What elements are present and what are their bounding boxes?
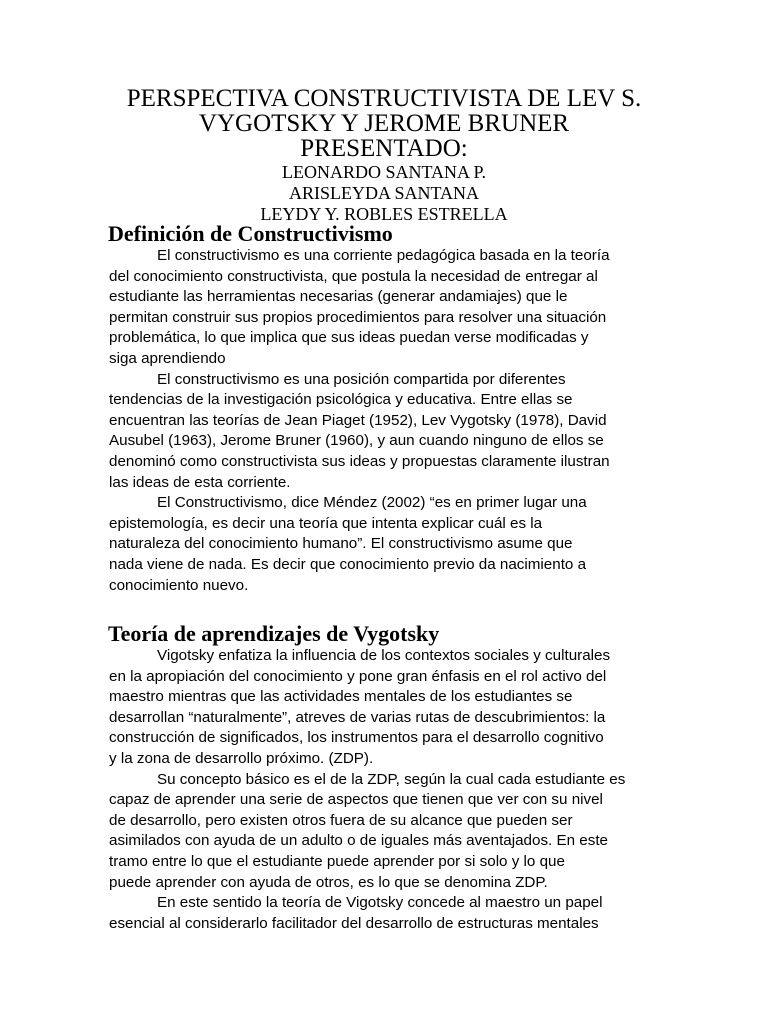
body-line: epistemología, es decir una teoría que intenta explicar cuál es la <box>109 514 543 532</box>
body-line: El constructivismo es una corriente pedagógica basada en la teoría <box>157 247 610 264</box>
body-line: Ausubel (1963), Jerome Bruner (1960), y aun cuando ninguno de ellos se <box>109 432 604 450</box>
body-line: tendencias de la investigación psicológica y educativa. Entre ellas se <box>109 391 573 409</box>
body-line: construcción de significados, los instrumentos para el desarrollo cognitivo <box>109 729 604 747</box>
section-heading-constructivismo: Definición de Constructivismo <box>108 221 393 246</box>
document-title-line-2: VYGOTSKY Y JEROME BRUNER <box>198 110 570 137</box>
document-title-line-1: PERSPECTIVA CONSTRUCTIVISTA DE LEV S. <box>126 85 642 112</box>
body-line: Su concepto básico es el de la ZDP, según la cual cada estudiante es <box>157 770 626 788</box>
body-line: naturaleza del conocimiento humano”. El constructivismo asume que <box>109 535 573 553</box>
body-line: en la apropiación del conocimiento y pone gran énfasis en el rol activo del <box>109 667 607 685</box>
body-line: maestro mientras que las actividades mentales de los estudiantes se <box>109 688 573 706</box>
section-heading-vygotsky: Teoría de aprendizajes de Vygotsky <box>108 621 440 646</box>
body-line: permitan construir sus propios procedimientos para resolver una situación <box>109 308 607 326</box>
document-title-line-3: PRESENTADO: <box>300 135 468 162</box>
body-line: Vigotsky enfatiza la influencia de los contextos sociales y culturales <box>157 647 611 664</box>
section-body-constructivismo <box>109 246 661 596</box>
body-line: tramo entre lo que el estudiante puede aprender por si solo y lo que <box>109 852 565 870</box>
body-line: y la zona de desarrollo próximo. (ZDP). <box>109 749 374 767</box>
body-line: estudiante las herramientas necesarias (generar andamiajes) que le <box>109 288 568 306</box>
body-line: conocimiento nuevo. <box>109 576 249 594</box>
body-line: nada viene de nada. Es decir que conocimiento previo da nacimiento a <box>109 555 587 573</box>
body-line: denominó como constructivista sus ideas y propuestas claramente ilustran <box>109 452 610 470</box>
body-line: asimilados con ayuda de un adulto o de iguales más aventajados. En este <box>109 832 608 850</box>
body-line: capaz de aprender una serie de aspectos que tienen que ver con su nivel <box>109 791 603 809</box>
author-name: LEONARDO SANTANA P. <box>281 162 487 182</box>
title-block <box>0 86 768 225</box>
author-name: ARISLEYDA SANTANA <box>288 183 480 203</box>
body-line: El constructivismo es una posición compartida por diferentes <box>157 370 566 388</box>
body-line: puede aprender con ayuda de otros, es lo que se denomina ZDP. <box>109 873 548 891</box>
author-name: LEYDY Y. ROBLES ESTRELLA <box>260 204 508 224</box>
body-line: desarrollan “naturalmente”, atreves de varias rutas de descubrimientos: la <box>109 708 606 726</box>
body-line: encuentran las teorías de Jean Piaget (1952), Lev Vygotsky (1978), David <box>109 411 607 429</box>
body-line: problemática, lo que implica que sus ideas puedan verse modificadas y <box>109 329 589 347</box>
body-line: En este sentido la teoría de Vigotsky concede al maestro un papel <box>157 894 603 912</box>
body-line: esencial al considerarlo facilitador del desarrollo de estructuras mentales <box>109 914 599 932</box>
body-line: siga aprendiendo <box>109 349 226 367</box>
body-line: de desarrollo, pero existen otros fuera de su alcance que pueden ser <box>109 811 573 829</box>
section-body-vygotsky <box>109 646 661 934</box>
author-list <box>0 162 768 225</box>
body-line: las ideas de esta corriente. <box>109 473 291 491</box>
body-line: El Constructivismo, dice Méndez (2002) “es en primer lugar una <box>157 494 587 512</box>
body-line: del conocimiento constructivista, que postula la necesidad de entregar al <box>109 267 598 285</box>
